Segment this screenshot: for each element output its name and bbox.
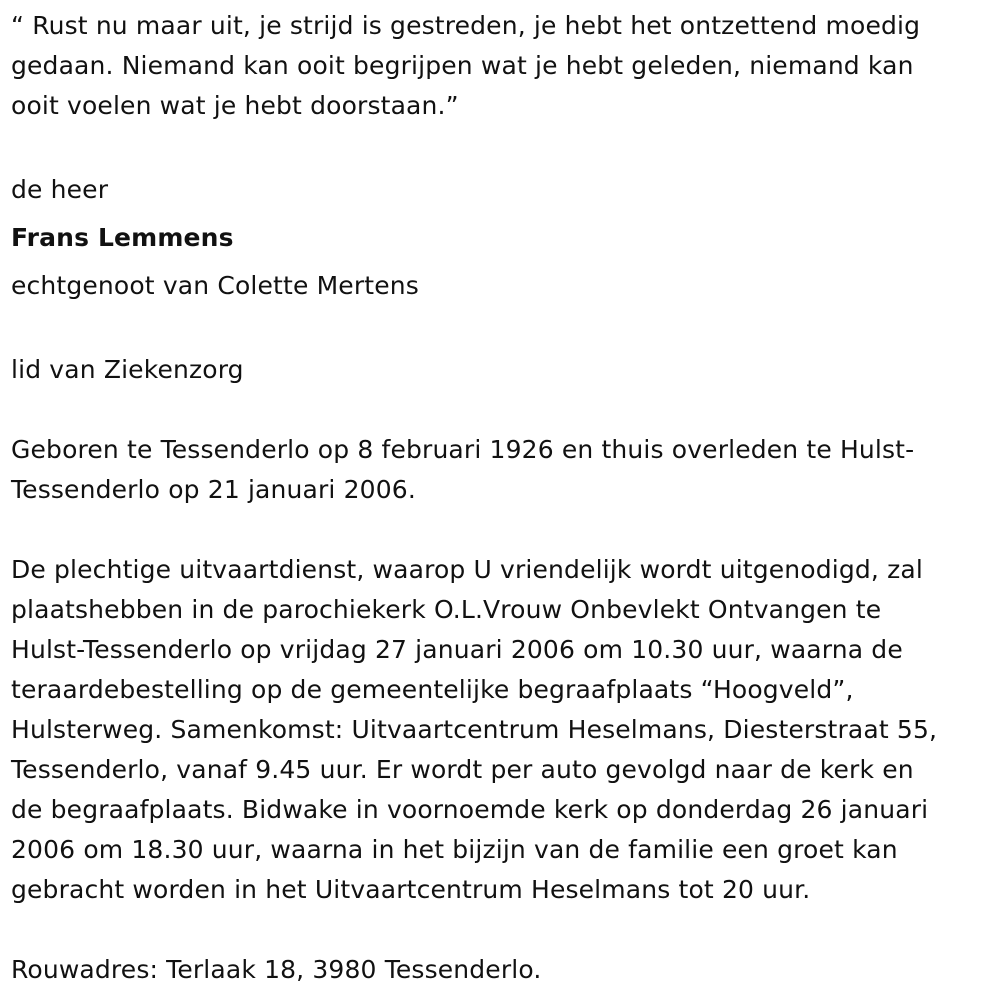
service-paragraph (11, 550, 990, 910)
spacer (11, 910, 990, 950)
membership-text: lid van Ziekenzorg (11, 355, 244, 384)
spacer (11, 510, 990, 550)
birth-death-paragraph (11, 430, 990, 510)
spacer (11, 390, 990, 430)
quote-line-2: gedaan. Niemand kan ooit begrijpen wat je hebt geleden, niemand kan (11, 51, 914, 80)
service-line-2: plaatshebben in de parochiekerk O.L.Vrouw Onbevlekt Ontvangen te (11, 595, 882, 624)
quote-paragraph (11, 6, 990, 126)
service-line-9: gebracht worden in het Uitvaartcentrum Heselmans tot 20 uur. (11, 875, 811, 904)
service-line-6: Tessenderlo, vanaf 9.45 uur. Er wordt per auto gevolgd naar de kerk en (11, 755, 914, 784)
person-spouse: echtgenoot van Colette Mertens (11, 271, 419, 300)
address-text: Rouwadres: Terlaak 18, 3980 Tessenderlo. (11, 955, 542, 984)
service-line-4: teraardebestelling op de gemeentelijke begraafplaats “Hoogveld”, (11, 675, 854, 704)
service-line-8: 2006 om 18.30 uur, waarna in het bijzijn van de familie een groet kan (11, 835, 898, 864)
spacer (11, 310, 990, 350)
birth-death-line-1: Geboren te Tessenderlo op 8 februari 1926 en thuis overleden te Hulst- (11, 435, 915, 464)
service-line-7: de begraafplaats. Bidwake in voornoemde kerk op donderdag 26 januari (11, 795, 929, 824)
quote-line-1: “ Rust nu maar uit, je strijd is gestreden, je hebt het ontzettend moedig (11, 11, 921, 40)
quote-line-3: ooit voelen wat je hebt doorstaan.” (11, 91, 459, 120)
person-title: de heer (11, 175, 109, 204)
membership-paragraph (11, 350, 990, 390)
service-line-3: Hulst-Tessenderlo op vrijdag 27 januari 2006 om 10.30 uur, waarna de (11, 635, 903, 664)
person-block (11, 166, 990, 310)
service-line-5: Hulsterweg. Samenkomst: Uitvaartcentrum Heselmans, Diesterstraat 55, (11, 715, 938, 744)
birth-death-line-2: Tessenderlo op 21 januari 2006. (11, 475, 416, 504)
address-paragraph (11, 950, 990, 990)
person-name: Frans Lemmens (11, 223, 234, 252)
service-line-1: De plechtige uitvaartdienst, waarop U vriendelijk wordt uitgenodigd, zal (11, 555, 923, 584)
spacer (11, 126, 990, 166)
